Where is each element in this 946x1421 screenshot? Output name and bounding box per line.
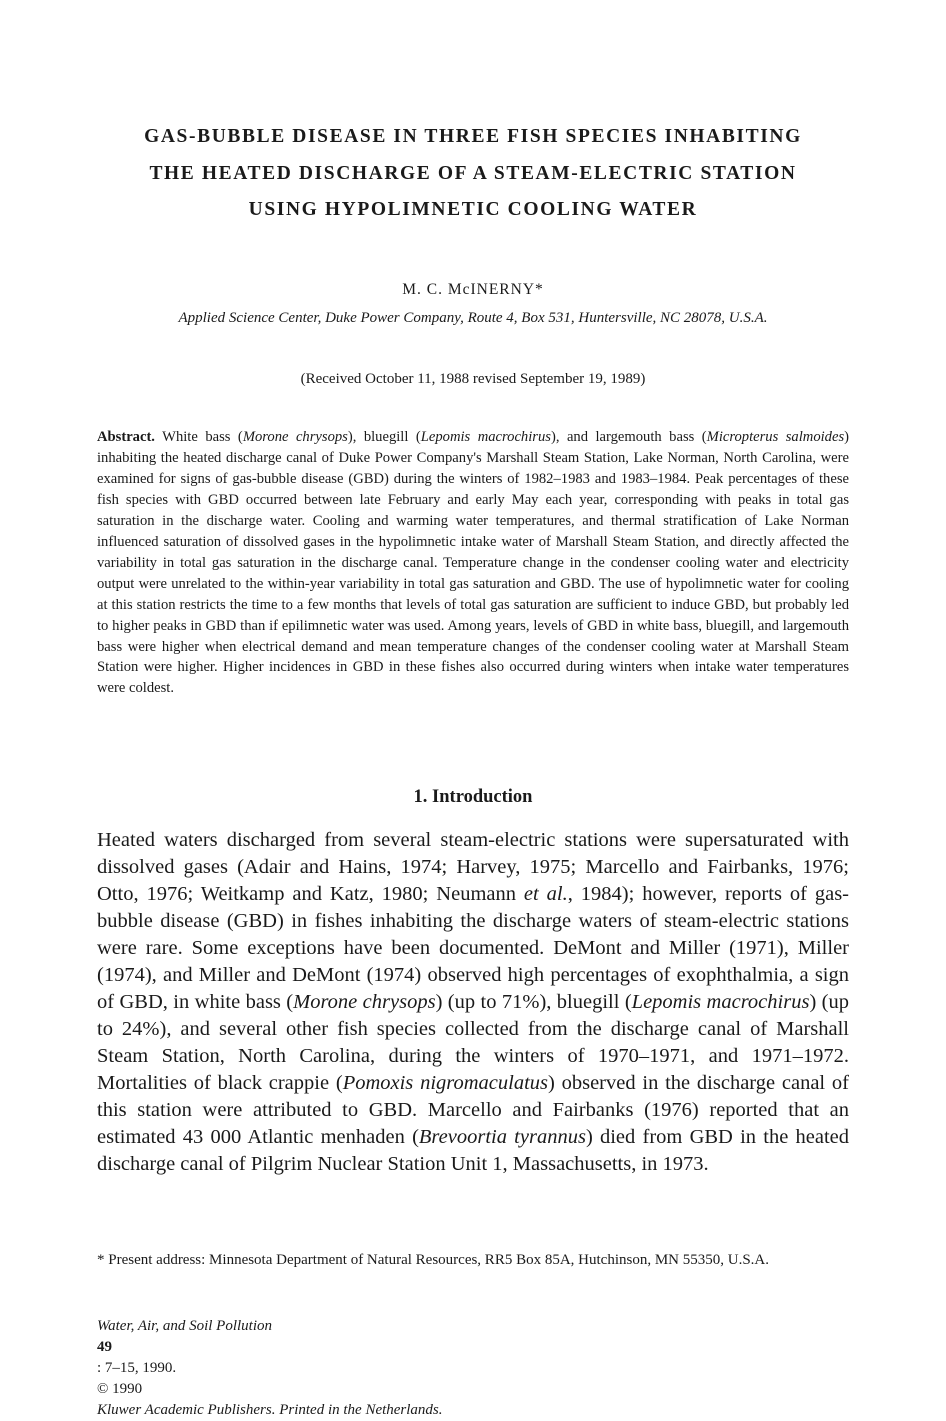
abstract-text: ), and largemouth bass (	[550, 429, 707, 445]
intro-text: , 1984); however, reports of gas-bubble disease (GBD) in fishes inhabiting the discharge waters of steam-electric stations were rare. Some exceptions have been documented. DeMont and Miller (1971), Miller (1974), and Miller and DeMont (1974) observed high percentages of exophthalmia, a sign of GBD, in white bass (	[97, 883, 849, 1013]
abstract-label: Abstract.	[97, 429, 155, 445]
species-name: Lepomis macrochirus	[631, 991, 810, 1013]
title-line-1: GAS-BUBBLE DISEASE IN THREE FISH SPECIES INHABITING	[144, 126, 802, 147]
author-name: M. C. McINERNY*	[402, 281, 544, 298]
copyright-line	[97, 1379, 849, 1421]
species-name: Morone chrysops	[293, 991, 436, 1013]
author-affiliation: Applied Science Center, Duke Power Company, Route 4, Box 531, Huntersville, NC 28078, U.S.A.	[178, 310, 768, 326]
received-date: (Received October 11, 1988 revised September 19, 1989)	[300, 371, 646, 387]
species-name: Micropterus salmoides	[706, 429, 845, 445]
species-name: Lepomis macrochirus	[420, 429, 551, 445]
copyright: © 1990	[97, 1381, 143, 1397]
intro-text: ) (up to 71%), bluegill (	[435, 991, 632, 1013]
intro-text: ) died from GBD in the heated discharge canal of Pilgrim Nuclear Station Unit 1, Massachusetts, in 1973.	[97, 1126, 850, 1175]
intro-text: ) (up to 24%), and several other fish species collected from the discharge canal of Marshall Steam Station, North Carolina, during the winters of 1970–1971, and 1971–1972. Mortalities of black crappie (	[97, 991, 849, 1094]
abstract-text: White bass (	[154, 429, 243, 445]
paper-title	[0, 119, 946, 229]
species-name: Morone chrysops	[242, 429, 348, 445]
intro-text: ) observed in the discharge canal of this station were attributed to GBD. Marcello and Fairbanks (1976) reported that an estimated 43 000 Atlantic menhaden (	[97, 1072, 849, 1148]
intro-text: Heated waters discharged from several steam-electric stations were supersaturated with dissolved gases (Adair and Hains, 1974; Harvey, 1975; Marcello and Fairbanks, 1976; Otto, 1976; Weitkamp and Katz, 1980; Neumann	[97, 829, 849, 905]
journal-citation	[97, 1316, 849, 1379]
species-name: Brevoortia tyrannus	[418, 1126, 586, 1148]
abstract-text: ), bluegill (	[347, 429, 421, 445]
et-al: et al.	[523, 883, 568, 905]
abstract	[97, 427, 849, 699]
title-line-3: USING HYPOLIMNETIC COOLING WATER	[248, 199, 698, 220]
journal-volume: 49	[97, 1339, 112, 1355]
title-line-2: THE HEATED DISCHARGE OF A STEAM-ELECTRIC STATION	[149, 162, 797, 184]
journal-name: Water, Air, and Soil Pollution	[97, 1318, 273, 1334]
publisher: Kluwer Academic Publishers. Printed in the Netherlands.	[97, 1402, 443, 1418]
section-heading-introduction: 1. Introduction	[413, 787, 533, 807]
abstract-text: ) inhabiting the heated discharge canal of Duke Power Company's Marshall Steam Station, Lake Norman, North Carolina, were examined for signs of gas-bubble disease (GBD) during the winters of 1982–1983 and 1983–1984. Peak percentages of these fish species with GBD occurred between late February and early May each year, corresponding with peaks in total gas saturation in the discharge water. Cooling and warming water temperatures, and thermal stratification of Lake Norman influenced saturation of dissolved gases in the hypolimnetic intake water of Marshall Steam Station, and directly affected the variability in total gas saturation in the discharge canal. Temperature change in the condenser cooling water and electricity output were unrelated to the within-year variability in total gas saturation and GBD. The use of hypolimnetic water for cooling at this station restricts the time to a few months that levels of total gas saturation are sufficient to induce GBD, but probably led to higher peaks in GBD than if epilimnetic water was used. Among years, levels of GBD in white bass, bluegill, and largemouth bass were higher when electrical demand and mean temperature changes of the condenser cooling water at Marshall Steam Station were higher. Higher incidences in GBD in these fishes also occurred during winters when intake water temperatures were coldest.	[97, 429, 849, 697]
introduction-paragraph	[97, 827, 849, 1178]
journal-pages: : 7–15, 1990.	[97, 1360, 177, 1376]
species-name: Pomoxis nigromaculatus	[342, 1072, 548, 1094]
footnote: * Present address: Minnesota Department of Natural Resources, RR5 Box 85A, Hutchinson, MN 55350, U.S.A.	[97, 1252, 769, 1268]
journal-info	[97, 1316, 849, 1421]
